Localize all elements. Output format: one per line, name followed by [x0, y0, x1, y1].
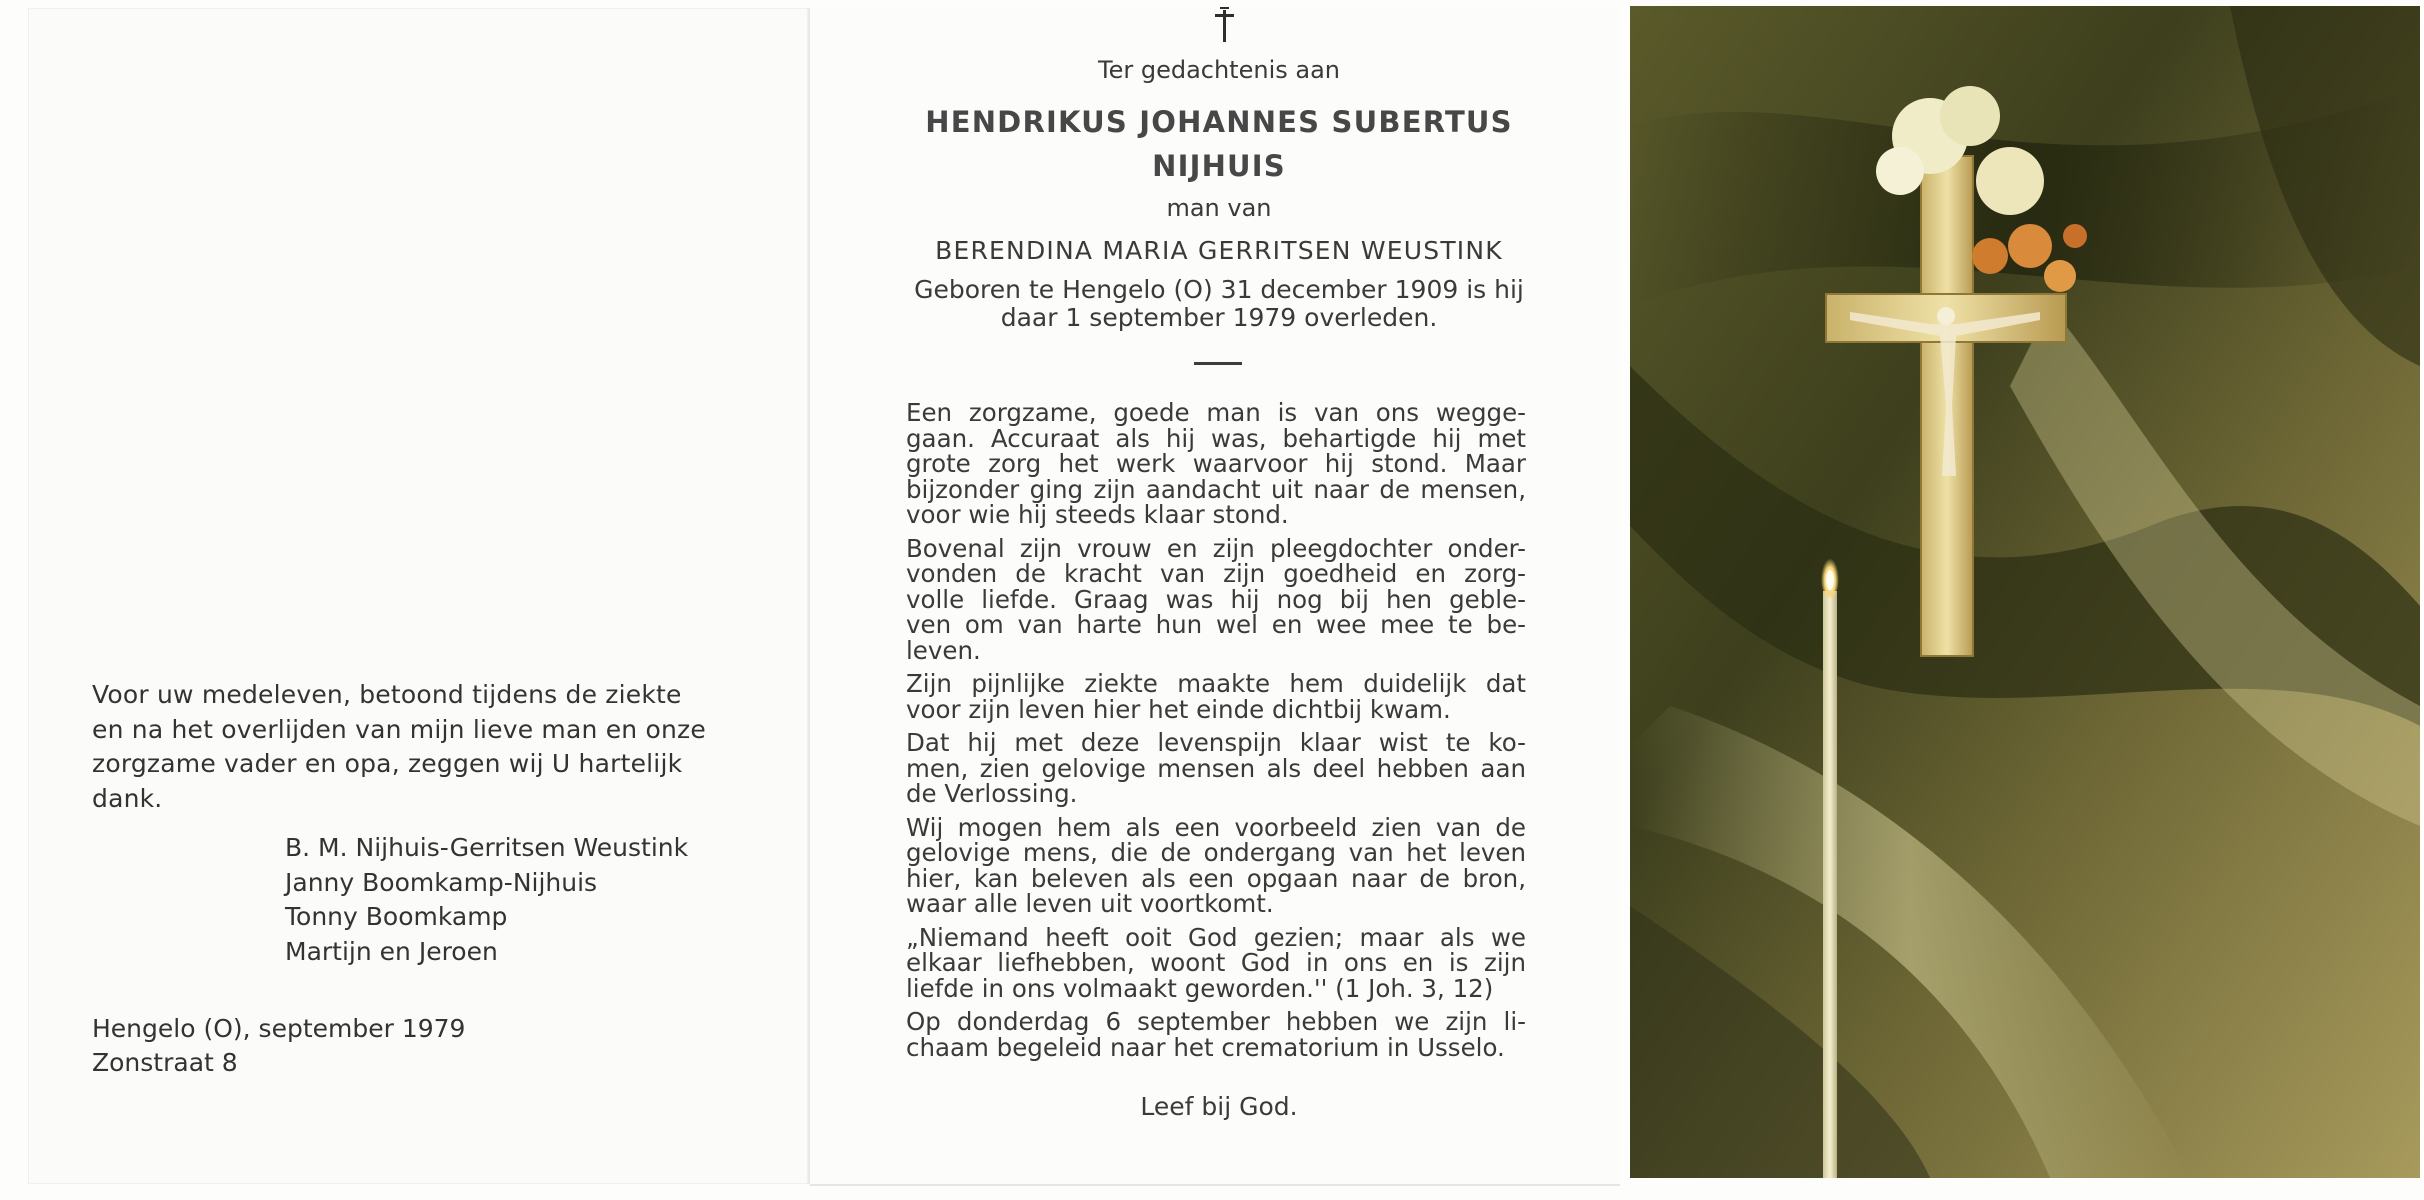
- memorial-line: gaan. Accuraat als hij was, behartigde hij met: [906, 423, 1526, 453]
- thanks-line: Voor uw medeleven, betoond tijdens de ziekte: [92, 680, 682, 709]
- signer: Janny Boomkamp-Nijhuis: [285, 867, 598, 897]
- memorial-line: Dat hij met deze levenspijn klaar wist te ko-: [906, 728, 1526, 757]
- name-line: HENDRIKUS JOHANNES SUBERTUS: [925, 105, 1513, 139]
- memorial-line: Wij mogen hem als een voorbeeld zien van de: [906, 812, 1526, 842]
- memorial-line: men, zien gelovige mensen als deel hebben aan: [906, 753, 1526, 783]
- memorial-text: [906, 400, 1526, 1068]
- left-panel: [28, 8, 810, 1184]
- thanks-line: en na het overlijden van mijn lieve man en onze: [92, 714, 706, 744]
- memorial-paragraph: [906, 1009, 1526, 1060]
- intro-text: Ter gedachtenis aan: [1097, 56, 1340, 84]
- name-line: NIJHUIS: [1152, 149, 1286, 183]
- spouse-name: BERENDINA MARIA GERRITSEN WEUSTINK: [935, 236, 1503, 265]
- memorial-line: grote zorg het werk waarvoor hij stond. Maar: [906, 449, 1526, 478]
- signer: Martijn en Jeroen: [285, 936, 498, 966]
- place-and-address: [92, 1012, 592, 1080]
- signers-list: [285, 831, 765, 969]
- memorial-line: voor wie hij steeds klaar stond.: [906, 500, 1289, 529]
- thanks-line: zorgzame vader en opa, zeggen wij U hartelijk: [92, 749, 683, 778]
- memorial-line: waar alle leven uit voortkomt.: [906, 889, 1274, 918]
- memorial-line: Op donderdag 6 september hebben we zijn li-: [906, 1007, 1526, 1036]
- cross-icon: [1210, 4, 1240, 44]
- divider-rule: [1194, 362, 1242, 365]
- memorial-line: voor zijn leven hier het einde dichtbij kwam.: [906, 694, 1451, 724]
- memorial-paragraph: [906, 671, 1526, 722]
- crucifix-photo: [1630, 6, 2420, 1178]
- memorial-line: liefde in ons volmaakt geworden.'' (1 Joh. 3, 12): [906, 973, 1494, 1003]
- memorial-line: elkaar liefhebben, woont God in ons en is zijn: [906, 948, 1526, 977]
- memorial-paragraph: [906, 730, 1526, 807]
- memorial-paragraph: [906, 400, 1526, 528]
- memorial-line: „Niemand heeft ooit God gezien; maar als we: [906, 922, 1526, 952]
- memorial-line: Zijn pijnlijke ziekte maakte hem duidelijk dat: [906, 669, 1526, 698]
- signer: Tonny Boomkamp: [285, 902, 508, 931]
- place-date: Hengelo (O), september 1979: [92, 1014, 466, 1043]
- memorial-line: bijzonder ging zijn aandacht uit naar de mensen,: [906, 474, 1526, 504]
- memorial-line: Een zorgzame, goede man is van ons wegge-: [906, 398, 1526, 427]
- signer: B. M. Nijhuis-Gerritsen Weustink: [285, 833, 689, 862]
- memorial-paragraph: [906, 922, 1526, 1003]
- memorial-line: ven om van harte hun wel en wee mee te be-: [906, 610, 1526, 639]
- relation-text: man van: [1166, 194, 1272, 222]
- memorial-line: vonden de kracht van zijn goedheid en zorg-: [906, 559, 1526, 588]
- thanks-message: [92, 678, 752, 816]
- memorial-line: chaam begeleid naar het crematorium in Usselo.: [906, 1032, 1505, 1062]
- address: Zonstraat 8: [92, 1048, 238, 1077]
- memorial-line: de Verlossing.: [906, 779, 1078, 808]
- closing-text: Leef bij God.: [1140, 1092, 1298, 1121]
- born-line: Geboren te Hengelo (O) 31 december 1909 is hij: [914, 275, 1524, 304]
- photo-panel: [1630, 6, 2420, 1178]
- memorial-paragraph: [906, 812, 1526, 918]
- memorial-line: hier, kan beleven als een opgaan naar de bron,: [906, 863, 1526, 893]
- born-line: daar 1 september 1979 overleden.: [1000, 303, 1438, 332]
- memorial-line: Bovenal zijn vrouw en zijn pleegdochter onder-: [906, 533, 1526, 563]
- birth-death-text: [860, 276, 1578, 332]
- memorial-line: leven.: [906, 635, 981, 665]
- memorial-line: gelovige mens, die de ondergang van het leven: [906, 838, 1526, 867]
- deceased-name: [860, 100, 1578, 188]
- thanks-line: dank.: [92, 783, 163, 813]
- memorial-paragraph: [906, 533, 1526, 665]
- memorial-line: volle liefde. Graag was hij nog bij hen geble-: [906, 584, 1526, 614]
